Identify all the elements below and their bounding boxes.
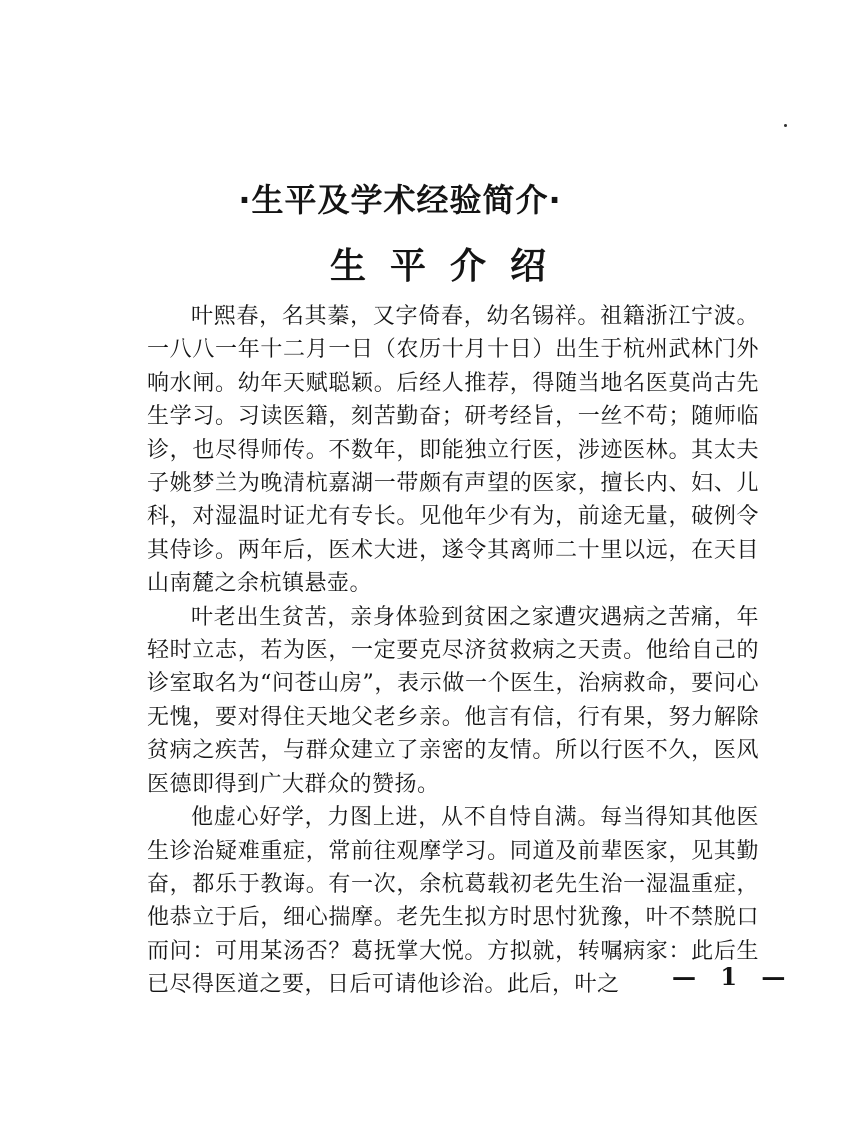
paragraph-3: 他虚心好学，力图上进，从不自恃自满。每当得知其他医生诊治疑难重症，常前往观摩学习。同道及前辈医家，见其勤奋，都乐于教诲。有一次，余杭葛载初老先生治一湿温重症，他恭立于后，细心揣摩。老先生拟方时思忖犹豫，叶不禁脱口而问：可用某汤否？葛抚掌大悦。方拟就，转嘱病家：此后生已尽得医道之要，日后可请他诊治。此后，叶之 — [147, 805, 759, 998]
paragraph-2: 叶老出生贫苦，亲身体验到贫困之家遭灾遇病之苦痛，年轻时立志，若为医，一定要克尽济贫救病之天责。他给自己的诊室取名为“问苍山房”，表示做一个医生，治病救命，要问心无愧，要对得住天地父老乡亲。他言有信，行有果，努力解除贫病之疾苦，与群众建立了亲密的友情。所以行医不久，医风医德即得到广大群众的赞扬。 — [147, 604, 759, 797]
chapter-title: 生平介绍 — [329, 245, 570, 287]
paragraph-1: 叶熙春，名其蓁，又字倚春，幼名锡祥。祖籍浙江宁波。一八八一年十二月一日（农历十月十日）出生于杭州武林门外响水闸。幼年天赋聪颖。后经人推荐，得随当地名医莫尚古先生学习。习读医籍，刻苦勤奋；研考经旨，一丝不苟；随师临诊，也尽得师传。不数年，即能独立行医，涉迹医林。其太夫子姚梦兰为晚清杭嘉湖一带颇有声望的医家，擅长内、妇、儿科，对湿温时证尤有专长。见他年少有为，前途无量，破例令其侍诊。两年后，医术大进，遂令其离师二十里以远，在天目山南麓之余杭镇悬壶。 — [147, 304, 759, 597]
page-number: — 1 — — [672, 962, 794, 991]
section-title: ·生平及学术经验简介· — [238, 181, 562, 219]
body-text — [147, 300, 759, 1002]
scan-speck — [784, 124, 787, 127]
